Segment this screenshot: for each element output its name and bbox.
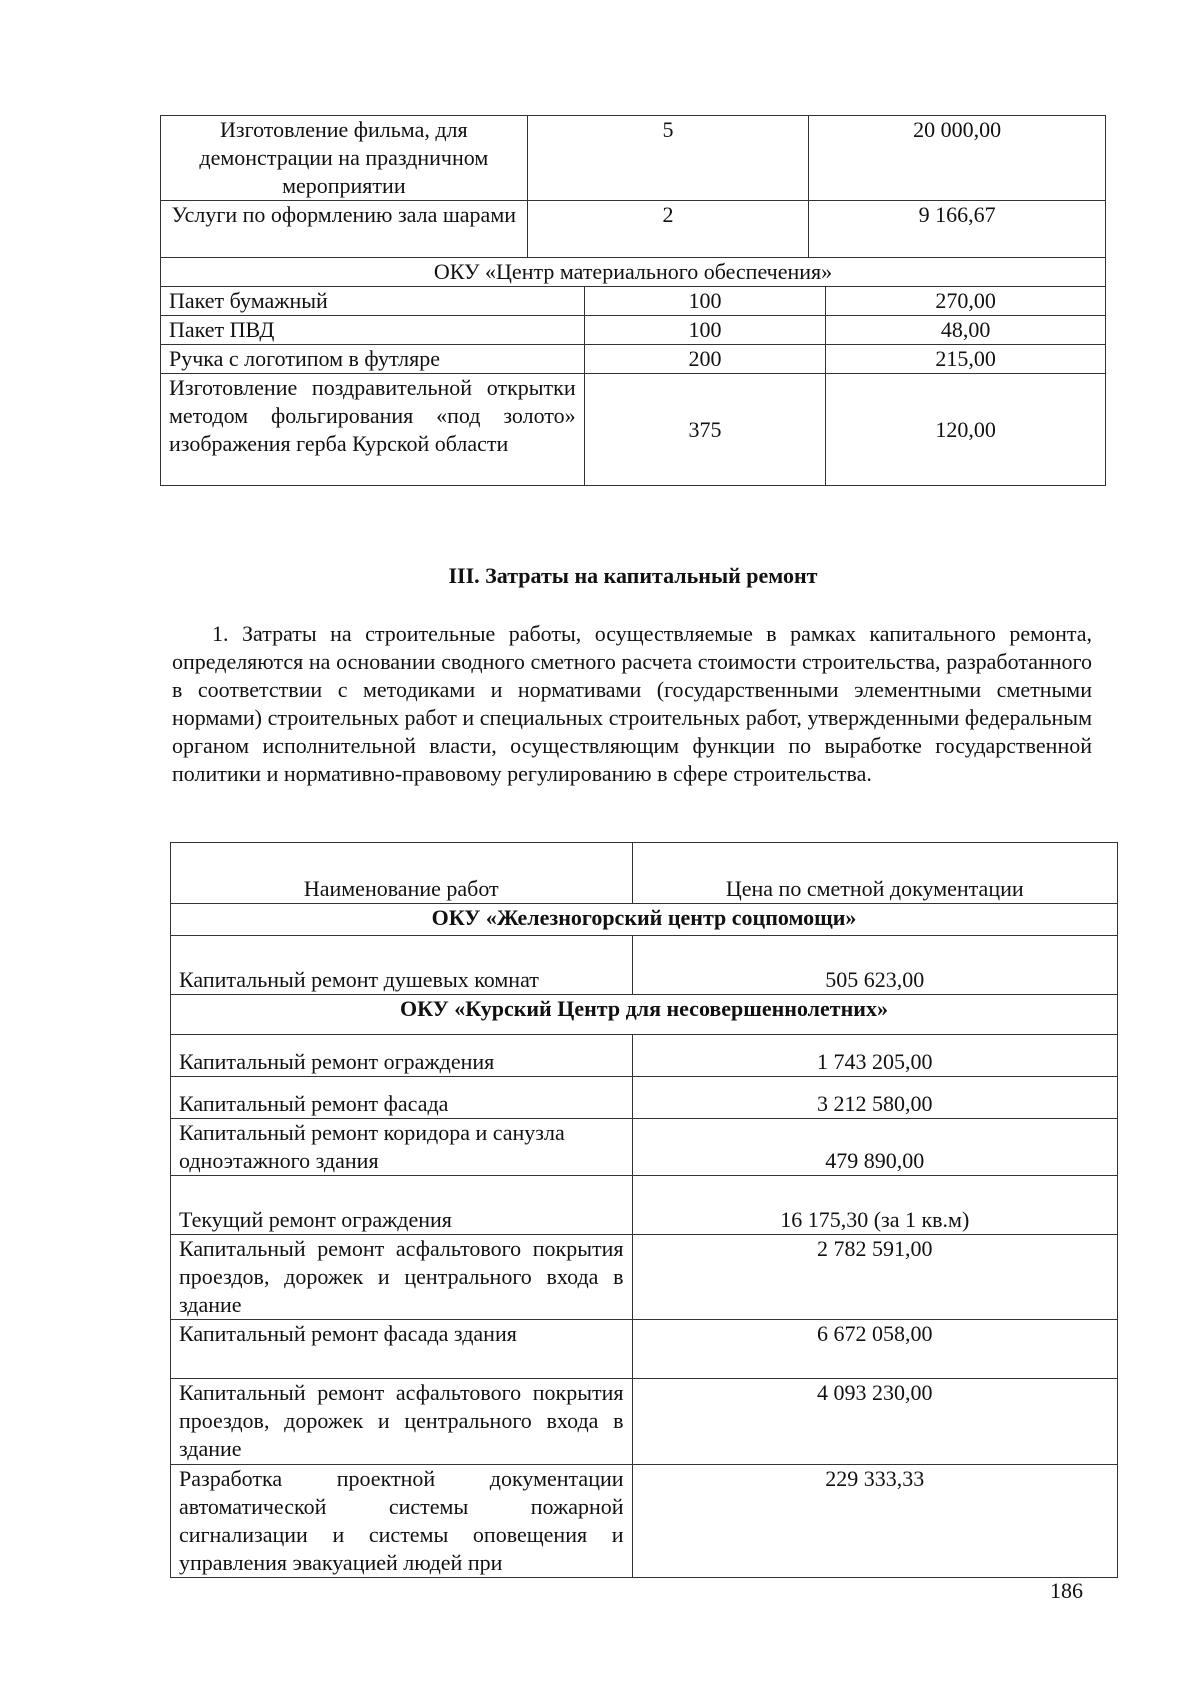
item-price: 9 166,67: [809, 201, 1106, 258]
repair-table: [170, 842, 1118, 1578]
item-name: Капитальный ремонт душевых комнат: [171, 936, 633, 995]
item-name: Пакет ПВД: [161, 316, 585, 345]
item-name: Изготовление поздравительной открытки методом фольгирования «под золото» изображения герба Курской области: [161, 374, 585, 486]
section-heading: III. Затраты на капитальный ремонт: [448, 563, 818, 588]
section-title: ОКУ «Железногорский центр соцпомощи»: [171, 904, 1118, 936]
item-price: 16 175,30 (за 1 кв.м): [632, 1176, 1117, 1235]
table-row: [171, 1119, 1118, 1176]
column-header-name: Наименование работ: [171, 843, 633, 904]
item-name: Услуги по оформлению зала шарами: [161, 201, 528, 258]
section-title: ОКУ «Курский Центр для несовершеннолетних»: [171, 995, 1118, 1035]
table-header-row: [171, 843, 1118, 904]
item-price: 20 000,00: [809, 116, 1106, 201]
item-price: 215,00: [826, 345, 1106, 374]
item-name: Капитальный ремонт асфальтового покрытия проездов, дорожек и центрального входа в здание: [171, 1379, 633, 1465]
item-name: Изготовление фильма, для демонстрации на праздничном мероприятии: [161, 116, 528, 201]
item-qty: 375: [584, 374, 826, 486]
page-number: 186: [1050, 1578, 1083, 1603]
item-price: 229 333,33: [632, 1465, 1117, 1578]
table-row: [161, 201, 1106, 258]
table-row: [161, 116, 1106, 201]
item-qty: 200: [584, 345, 826, 374]
item-price: 3 212 580,00: [632, 1077, 1117, 1119]
item-qty: 100: [584, 316, 826, 345]
item-qty: 100: [584, 287, 826, 316]
table-row: [161, 316, 1106, 345]
item-name: Капитальный ремонт коридора и санузла одноэтажного здания: [171, 1119, 633, 1176]
item-price: 1 743 205,00: [632, 1035, 1117, 1077]
table-row: [171, 936, 1118, 995]
item-name: Капитальный ремонт асфальтового покрытия проездов, дорожек и центрального входа в здание: [171, 1235, 633, 1320]
table-row: [171, 1176, 1118, 1235]
table-row: [171, 1235, 1118, 1320]
table-row: [161, 345, 1106, 374]
table-row: [171, 1379, 1118, 1465]
table-row: [171, 1077, 1118, 1119]
table-row: [171, 904, 1118, 936]
item-price: 6 672 058,00: [632, 1320, 1117, 1379]
table-row: [171, 1320, 1118, 1379]
item-name: Разработка проектной документации автоматической системы пожарной сигнализации и системы оповещения и управления эвакуацией людей при: [171, 1465, 633, 1578]
section-title: ОКУ «Центр материального обеспечения»: [161, 258, 1106, 287]
item-price: 270,00: [826, 287, 1106, 316]
body-paragraph: 1. Затраты на строительные работы, осуществляемые в рамках капитального ремонта, определяются на основании сводного сметного расчета стоимости строительства, разработанного в соответствии с методиками и нормативами (государственными элементными сметными нормами) строительных работ и специальных строительных работ, утвержденными федеральным органом исполнительной власти, осуществляющим функции по выработке государственной политики и нормативно-правовому регулированию в сфере строительства.: [172, 621, 1092, 786]
table-row: [161, 287, 1106, 316]
item-price: 505 623,00: [632, 936, 1117, 995]
item-qty: 5: [527, 116, 809, 201]
item-name: Капитальный ремонт ограждения: [171, 1035, 633, 1077]
table-row: [171, 1035, 1118, 1077]
item-price: 4 093 230,00: [632, 1379, 1117, 1465]
table-row: [171, 1465, 1118, 1578]
item-price: 120,00: [826, 374, 1106, 486]
item-qty: 2: [527, 201, 809, 258]
item-name: Ручка с логотипом в футляре: [161, 345, 585, 374]
item-name: Текущий ремонт ограждения: [171, 1176, 633, 1235]
item-name: Пакет бумажный: [161, 287, 585, 316]
item-name: Капитальный ремонт фасада: [171, 1077, 633, 1119]
item-price: 479 890,00: [632, 1119, 1117, 1176]
column-header-price: Цена по сметной документации: [632, 843, 1117, 904]
item-name: Капитальный ремонт фасада здания: [171, 1320, 633, 1379]
table-row: [161, 374, 1106, 486]
table-row: [171, 995, 1118, 1035]
item-price: 48,00: [826, 316, 1106, 345]
materials-table: [160, 257, 1106, 486]
table-row: [161, 258, 1106, 287]
item-price: 2 782 591,00: [632, 1235, 1117, 1320]
events-table: [160, 115, 1106, 258]
